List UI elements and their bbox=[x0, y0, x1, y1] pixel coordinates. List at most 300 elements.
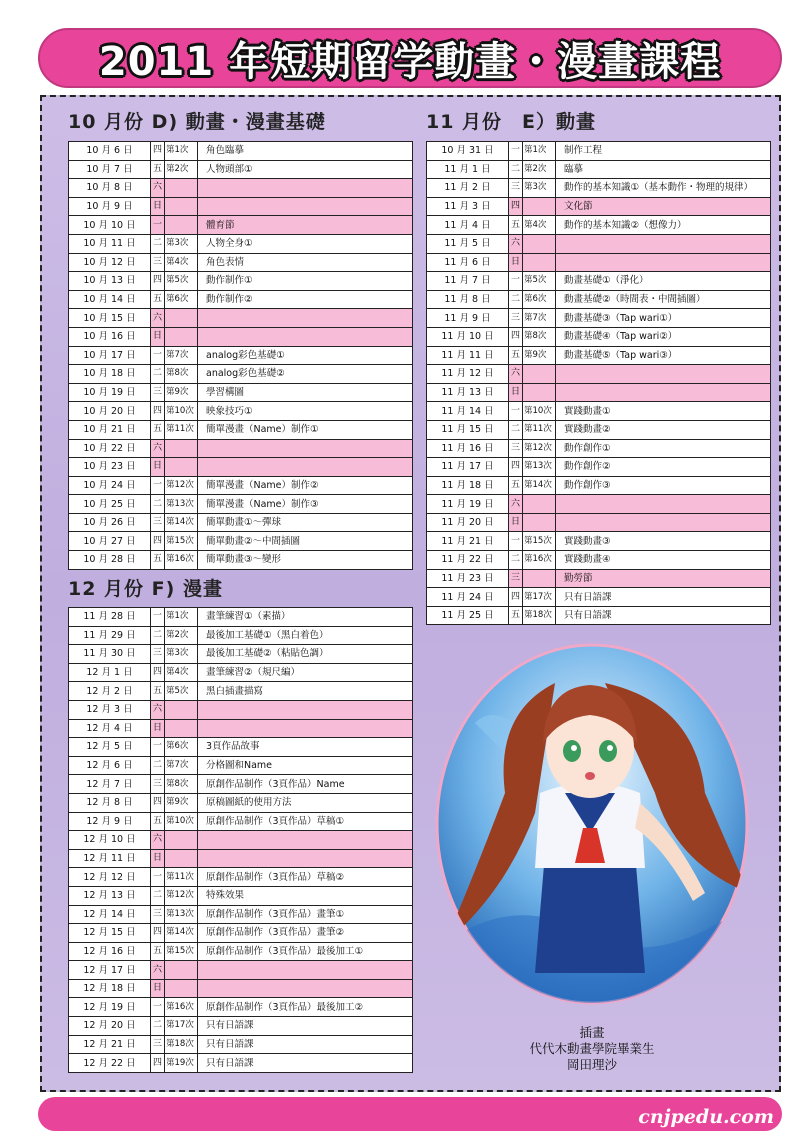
lesson-number-cell: 第7次 bbox=[523, 309, 556, 328]
weekday-cell: 五 bbox=[509, 346, 523, 365]
activity-cell: analog彩色基礎② bbox=[198, 365, 413, 384]
date-cell: 11 月 16 日 bbox=[427, 439, 509, 458]
lesson-number-cell: 第9次 bbox=[165, 383, 198, 402]
activity-cell: 體育節 bbox=[198, 216, 413, 235]
weekday-cell: 三 bbox=[151, 513, 165, 532]
weekday-cell: 五 bbox=[509, 606, 523, 625]
date-cell: 11 月 7 日 bbox=[427, 272, 509, 291]
lesson-number-cell: 第4次 bbox=[165, 253, 198, 272]
activity-cell: 動作創作③ bbox=[556, 476, 771, 495]
lesson-number-cell bbox=[165, 309, 198, 328]
activity-cell: 原創作品制作（3頁作品）最後加工② bbox=[198, 998, 413, 1017]
lesson-number-cell: 第13次 bbox=[165, 495, 198, 514]
schedule-row bbox=[69, 979, 413, 998]
weekday-cell: 二 bbox=[509, 551, 523, 570]
schedule-row bbox=[427, 569, 771, 588]
date-cell: 11 月 25 日 bbox=[427, 606, 509, 625]
weekday-cell: 一 bbox=[509, 402, 523, 421]
activity-cell: 實踐動畫④ bbox=[556, 551, 771, 570]
activity-cell bbox=[198, 439, 413, 458]
watermark: cnjpedu.com bbox=[638, 1106, 774, 1128]
lesson-number-cell: 第6次 bbox=[523, 290, 556, 309]
weekday-cell: 二 bbox=[509, 290, 523, 309]
weekday-cell: 五 bbox=[151, 812, 165, 831]
date-cell: 12 月 11 日 bbox=[69, 849, 151, 868]
date-cell: 12 月 10 日 bbox=[69, 831, 151, 850]
lesson-number-cell: 第7次 bbox=[165, 346, 198, 365]
activity-cell bbox=[198, 961, 413, 980]
date-cell: 10 月 12 日 bbox=[69, 253, 151, 272]
lesson-number-cell: 第6次 bbox=[165, 738, 198, 757]
schedule-row bbox=[427, 179, 771, 198]
schedule-row bbox=[69, 700, 413, 719]
lesson-number-cell bbox=[165, 179, 198, 198]
weekday-cell: 二 bbox=[151, 495, 165, 514]
weekday-cell: 三 bbox=[509, 309, 523, 328]
activity-cell: 簡單動畫③～變形 bbox=[198, 551, 413, 570]
activity-cell: 實踐動畫① bbox=[556, 402, 771, 421]
date-cell: 12 月 4 日 bbox=[69, 719, 151, 738]
schedule-row bbox=[427, 532, 771, 551]
activity-cell: 人物全身① bbox=[198, 234, 413, 253]
schedule-row bbox=[69, 197, 413, 216]
date-cell: 11 月 19 日 bbox=[427, 495, 509, 514]
lesson-number-cell: 第13次 bbox=[165, 905, 198, 924]
date-cell: 10 月 21 日 bbox=[69, 420, 151, 439]
date-cell: 11 月 9 日 bbox=[427, 309, 509, 328]
lesson-number-cell bbox=[165, 439, 198, 458]
weekday-cell: 四 bbox=[151, 924, 165, 943]
activity-cell: 最後加工基礎②（粘貼色調） bbox=[198, 645, 413, 664]
left-eye bbox=[563, 740, 581, 762]
lesson-number-cell: 第5次 bbox=[523, 272, 556, 291]
illustration-credit bbox=[482, 1025, 702, 1073]
activity-cell: 學習構圖 bbox=[198, 383, 413, 402]
activity-cell: 動畫基礎⑤（Tap wari③） bbox=[556, 346, 771, 365]
activity-cell: 原創作品制作（3頁作品）草稿① bbox=[198, 812, 413, 831]
date-cell: 10 月 17 日 bbox=[69, 346, 151, 365]
weekday-cell: 二 bbox=[151, 234, 165, 253]
schedule-row bbox=[427, 142, 771, 161]
weekday-cell: 一 bbox=[151, 216, 165, 235]
schedule-row bbox=[69, 1035, 413, 1054]
weekday-cell: 四 bbox=[509, 197, 523, 216]
schedule-row bbox=[69, 420, 413, 439]
weekday-cell: 二 bbox=[509, 420, 523, 439]
lesson-number-cell: 第4次 bbox=[523, 216, 556, 235]
october-schedule-table bbox=[68, 141, 413, 570]
activity-cell: 動作制作② bbox=[198, 290, 413, 309]
activity-cell bbox=[198, 327, 413, 346]
date-cell: 12 月 6 日 bbox=[69, 756, 151, 775]
date-cell: 10 月 15 日 bbox=[69, 309, 151, 328]
date-cell: 11 月 10 日 bbox=[427, 327, 509, 346]
weekday-cell: 二 bbox=[151, 365, 165, 384]
weekday-cell: 六 bbox=[509, 495, 523, 514]
lesson-number-cell: 第3次 bbox=[165, 234, 198, 253]
schedule-row bbox=[69, 812, 413, 831]
december-heading: 12 月份 F) 漫畫 bbox=[68, 578, 223, 600]
date-cell: 11 月 17 日 bbox=[427, 458, 509, 477]
page-title: 2011 年短期留学動畫・漫畫課程 bbox=[98, 38, 722, 85]
date-cell: 12 月 9 日 bbox=[69, 812, 151, 831]
lesson-number-cell: 第10次 bbox=[165, 402, 198, 421]
activity-cell: 原創作品制作（3頁作品）畫筆② bbox=[198, 924, 413, 943]
schedule-row bbox=[69, 849, 413, 868]
activity-cell: 動畫基礎③（Tap wari①） bbox=[556, 309, 771, 328]
date-cell: 12 月 5 日 bbox=[69, 738, 151, 757]
title-banner bbox=[38, 28, 782, 88]
weekday-cell: 一 bbox=[509, 142, 523, 161]
lesson-number-cell: 第12次 bbox=[165, 886, 198, 905]
schedule-row bbox=[69, 682, 413, 701]
lesson-number-cell: 第16次 bbox=[165, 998, 198, 1017]
lesson-number-cell bbox=[523, 253, 556, 272]
lesson-number-cell: 第1次 bbox=[523, 142, 556, 161]
schedule-row bbox=[69, 383, 413, 402]
weekday-cell: 一 bbox=[509, 532, 523, 551]
lesson-number-cell: 第8次 bbox=[523, 327, 556, 346]
schedule-row bbox=[427, 495, 771, 514]
weekday-cell: 二 bbox=[151, 886, 165, 905]
schedule-row bbox=[427, 513, 771, 532]
date-cell: 10 月 7 日 bbox=[69, 160, 151, 179]
weekday-cell: 日 bbox=[151, 327, 165, 346]
lesson-number-cell: 第10次 bbox=[165, 812, 198, 831]
date-cell: 11 月 1 日 bbox=[427, 160, 509, 179]
weekday-cell: 三 bbox=[151, 383, 165, 402]
date-cell: 10 月 16 日 bbox=[69, 327, 151, 346]
weekday-cell: 六 bbox=[509, 365, 523, 384]
date-cell: 12 月 22 日 bbox=[69, 1054, 151, 1073]
lesson-number-cell: 第15次 bbox=[165, 942, 198, 961]
anime-girl-illustration bbox=[435, 643, 749, 1005]
weekday-cell: 四 bbox=[509, 588, 523, 607]
activity-cell: 原創作品制作（3頁作品）畫筆① bbox=[198, 905, 413, 924]
lesson-number-cell bbox=[165, 327, 198, 346]
activity-cell: 特殊效果 bbox=[198, 886, 413, 905]
lesson-number-cell bbox=[165, 849, 198, 868]
schedule-row bbox=[69, 346, 413, 365]
activity-cell: analog彩色基礎① bbox=[198, 346, 413, 365]
weekday-cell: 六 bbox=[151, 961, 165, 980]
weekday-cell: 五 bbox=[151, 551, 165, 570]
schedule-row bbox=[69, 793, 413, 812]
weekday-cell: 五 bbox=[151, 682, 165, 701]
activity-cell bbox=[198, 197, 413, 216]
date-cell: 12 月 2 日 bbox=[69, 682, 151, 701]
date-cell: 11 月 11 日 bbox=[427, 346, 509, 365]
activity-cell bbox=[198, 979, 413, 998]
date-cell: 12 月 7 日 bbox=[69, 775, 151, 794]
lesson-number-cell: 第14次 bbox=[523, 476, 556, 495]
lesson-number-cell: 第11次 bbox=[165, 868, 198, 887]
schedule-row bbox=[69, 831, 413, 850]
weekday-cell: 三 bbox=[509, 569, 523, 588]
activity-cell bbox=[556, 365, 771, 384]
activity-cell: 畫筆練習②（規尺編） bbox=[198, 663, 413, 682]
schedule-row bbox=[427, 346, 771, 365]
date-cell: 10 月 6 日 bbox=[69, 142, 151, 161]
weekday-cell: 日 bbox=[151, 458, 165, 477]
lesson-number-cell: 第10次 bbox=[523, 402, 556, 421]
date-cell: 10 月 25 日 bbox=[69, 495, 151, 514]
weekday-cell: 一 bbox=[151, 476, 165, 495]
lesson-number-cell: 第17次 bbox=[523, 588, 556, 607]
date-cell: 11 月 5 日 bbox=[427, 234, 509, 253]
activity-cell: 臨摹 bbox=[556, 160, 771, 179]
schedule-row bbox=[427, 160, 771, 179]
schedule-row bbox=[427, 327, 771, 346]
activity-cell bbox=[198, 700, 413, 719]
lesson-number-cell: 第3次 bbox=[523, 179, 556, 198]
weekday-cell: 日 bbox=[151, 719, 165, 738]
weekday-cell: 五 bbox=[509, 216, 523, 235]
lesson-number-cell: 第11次 bbox=[165, 420, 198, 439]
weekday-cell: 四 bbox=[151, 793, 165, 812]
schedule-row bbox=[69, 886, 413, 905]
activity-cell: 簡單漫畫（Name）制作① bbox=[198, 420, 413, 439]
date-cell: 11 月 23 日 bbox=[427, 569, 509, 588]
schedule-row bbox=[427, 234, 771, 253]
date-cell: 11 月 18 日 bbox=[427, 476, 509, 495]
lesson-number-cell bbox=[165, 719, 198, 738]
date-cell: 10 月 23 日 bbox=[69, 458, 151, 477]
weekday-cell: 日 bbox=[509, 253, 523, 272]
weekday-cell: 二 bbox=[509, 160, 523, 179]
activity-cell: 映象技巧① bbox=[198, 402, 413, 421]
schedule-row bbox=[69, 645, 413, 664]
date-cell: 10 月 27 日 bbox=[69, 532, 151, 551]
activity-cell: 畫筆練習①（素描） bbox=[198, 608, 413, 627]
date-cell: 11 月 24 日 bbox=[427, 588, 509, 607]
date-cell: 10 月 11 日 bbox=[69, 234, 151, 253]
lesson-number-cell bbox=[165, 458, 198, 477]
activity-cell bbox=[556, 383, 771, 402]
date-cell: 10 月 20 日 bbox=[69, 402, 151, 421]
activity-cell: 動畫基礎②（時間表・中間插圖） bbox=[556, 290, 771, 309]
weekday-cell: 六 bbox=[151, 439, 165, 458]
schedule-row bbox=[69, 495, 413, 514]
lesson-number-cell bbox=[165, 979, 198, 998]
weekday-cell: 四 bbox=[509, 327, 523, 346]
date-cell: 10 月 13 日 bbox=[69, 272, 151, 291]
activity-cell: 黑白插畫描寫 bbox=[198, 682, 413, 701]
lesson-number-cell: 第5次 bbox=[165, 682, 198, 701]
lesson-number-cell: 第15次 bbox=[165, 532, 198, 551]
lesson-number-cell: 第4次 bbox=[165, 663, 198, 682]
lesson-number-cell: 第2次 bbox=[165, 160, 198, 179]
lesson-number-cell: 第8次 bbox=[165, 365, 198, 384]
date-cell: 12 月 3 日 bbox=[69, 700, 151, 719]
lesson-number-cell: 第9次 bbox=[165, 793, 198, 812]
schedule-row bbox=[427, 290, 771, 309]
date-cell: 12 月 18 日 bbox=[69, 979, 151, 998]
activity-cell bbox=[198, 458, 413, 477]
activity-cell: 動作創作② bbox=[556, 458, 771, 477]
right-eye bbox=[599, 740, 617, 762]
schedule-row bbox=[69, 234, 413, 253]
activity-cell: 分格圖和Name bbox=[198, 756, 413, 775]
lesson-number-cell bbox=[523, 365, 556, 384]
weekday-cell: 二 bbox=[151, 756, 165, 775]
schedule-row bbox=[427, 253, 771, 272]
schedule-row bbox=[69, 738, 413, 757]
lesson-number-cell: 第1次 bbox=[165, 608, 198, 627]
schedule-row bbox=[427, 402, 771, 421]
schedule-row bbox=[69, 756, 413, 775]
activity-cell: 簡單漫畫（Name）制作③ bbox=[198, 495, 413, 514]
schedule-row bbox=[69, 216, 413, 235]
weekday-cell: 三 bbox=[151, 1035, 165, 1054]
weekday-cell: 日 bbox=[509, 513, 523, 532]
schedule-row bbox=[69, 513, 413, 532]
schedule-row bbox=[427, 272, 771, 291]
date-cell: 11 月 29 日 bbox=[69, 626, 151, 645]
date-cell: 11 月 14 日 bbox=[427, 402, 509, 421]
lesson-number-cell bbox=[523, 569, 556, 588]
weekday-cell: 五 bbox=[151, 160, 165, 179]
credit-artist: 岡田理沙 bbox=[566, 1057, 617, 1072]
activity-cell bbox=[198, 831, 413, 850]
lesson-number-cell bbox=[165, 197, 198, 216]
weekday-cell: 六 bbox=[509, 234, 523, 253]
lesson-number-cell: 第18次 bbox=[165, 1035, 198, 1054]
weekday-cell: 六 bbox=[151, 179, 165, 198]
activity-cell: 動作制作① bbox=[198, 272, 413, 291]
schedule-row bbox=[69, 458, 413, 477]
activity-cell: 人物頭部① bbox=[198, 160, 413, 179]
schedule-row bbox=[69, 327, 413, 346]
schedule-row bbox=[427, 458, 771, 477]
date-cell: 10 月 19 日 bbox=[69, 383, 151, 402]
weekday-cell: 三 bbox=[151, 905, 165, 924]
schedule-row bbox=[69, 253, 413, 272]
lesson-number-cell: 第15次 bbox=[523, 532, 556, 551]
schedule-row bbox=[427, 551, 771, 570]
date-cell: 12 月 19 日 bbox=[69, 998, 151, 1017]
schedule-row bbox=[69, 309, 413, 328]
schedule-row bbox=[427, 309, 771, 328]
date-cell: 12 月 12 日 bbox=[69, 868, 151, 887]
weekday-cell: 三 bbox=[509, 179, 523, 198]
schedule-row bbox=[69, 142, 413, 161]
lesson-number-cell: 第11次 bbox=[523, 420, 556, 439]
schedule-row bbox=[69, 439, 413, 458]
schedule-row bbox=[69, 626, 413, 645]
weekday-cell: 四 bbox=[151, 142, 165, 161]
lesson-number-cell: 第18次 bbox=[523, 606, 556, 625]
weekday-cell: 五 bbox=[151, 290, 165, 309]
lesson-number-cell: 第6次 bbox=[165, 290, 198, 309]
october-heading: 10 月份 D) 動畫・漫畫基礎 bbox=[68, 111, 326, 133]
weekday-cell: 四 bbox=[151, 402, 165, 421]
lesson-number-cell: 第17次 bbox=[165, 1017, 198, 1036]
date-cell: 12 月 21 日 bbox=[69, 1035, 151, 1054]
activity-cell: 簡單動畫②～中間插圖 bbox=[198, 532, 413, 551]
lesson-number-cell: 第2次 bbox=[523, 160, 556, 179]
schedule-row bbox=[69, 775, 413, 794]
activity-cell: 只有日語課 bbox=[198, 1017, 413, 1036]
date-cell: 10 月 31 日 bbox=[427, 142, 509, 161]
date-cell: 10 月 9 日 bbox=[69, 197, 151, 216]
weekday-cell: 三 bbox=[151, 775, 165, 794]
lesson-number-cell: 第12次 bbox=[165, 476, 198, 495]
lesson-number-cell: 第19次 bbox=[165, 1054, 198, 1073]
activity-cell bbox=[198, 309, 413, 328]
schedule-row bbox=[69, 868, 413, 887]
activity-cell bbox=[198, 849, 413, 868]
activity-cell bbox=[556, 513, 771, 532]
weekday-cell: 六 bbox=[151, 700, 165, 719]
weekday-cell: 一 bbox=[509, 272, 523, 291]
weekday-cell: 四 bbox=[151, 532, 165, 551]
weekday-cell: 一 bbox=[151, 608, 165, 627]
activity-cell: 動畫基礎④（Tap wari②） bbox=[556, 327, 771, 346]
date-cell: 12 月 8 日 bbox=[69, 793, 151, 812]
lesson-number-cell bbox=[165, 700, 198, 719]
activity-cell: 實踐動畫③ bbox=[556, 532, 771, 551]
date-cell: 10 月 28 日 bbox=[69, 551, 151, 570]
date-cell: 10 月 14 日 bbox=[69, 290, 151, 309]
lesson-number-cell: 第16次 bbox=[165, 551, 198, 570]
lesson-number-cell: 第14次 bbox=[165, 513, 198, 532]
schedule-row bbox=[69, 942, 413, 961]
weekday-cell: 二 bbox=[151, 626, 165, 645]
november-schedule-table bbox=[426, 141, 771, 625]
weekday-cell: 三 bbox=[509, 439, 523, 458]
date-cell: 11 月 28 日 bbox=[69, 608, 151, 627]
schedule-row bbox=[69, 365, 413, 384]
schedule-row bbox=[69, 160, 413, 179]
date-cell: 12 月 16 日 bbox=[69, 942, 151, 961]
date-cell: 10 月 22 日 bbox=[69, 439, 151, 458]
activity-cell: 實踐動畫② bbox=[556, 420, 771, 439]
lesson-number-cell: 第1次 bbox=[165, 142, 198, 161]
activity-cell: 角色臨摹 bbox=[198, 142, 413, 161]
activity-cell bbox=[556, 495, 771, 514]
date-cell: 11 月 20 日 bbox=[427, 513, 509, 532]
schedule-row bbox=[427, 383, 771, 402]
schedule-row bbox=[427, 365, 771, 384]
schedule-row bbox=[69, 905, 413, 924]
date-cell: 10 月 10 日 bbox=[69, 216, 151, 235]
activity-cell: 動作的基本知識①（基本動作・物理的規律） bbox=[556, 179, 771, 198]
lesson-number-cell: 第13次 bbox=[523, 458, 556, 477]
lesson-number-cell: 第5次 bbox=[165, 272, 198, 291]
weekday-cell: 一 bbox=[151, 998, 165, 1017]
weekday-cell: 日 bbox=[151, 197, 165, 216]
date-cell: 11 月 12 日 bbox=[427, 365, 509, 384]
activity-cell: 只有日語課 bbox=[556, 606, 771, 625]
november-heading: 11 月份 E）動畫 bbox=[426, 111, 597, 133]
activity-cell: 只有日語課 bbox=[198, 1035, 413, 1054]
activity-cell bbox=[198, 179, 413, 198]
lesson-number-cell: 第3次 bbox=[165, 645, 198, 664]
skirt bbox=[535, 853, 645, 973]
december-schedule-table bbox=[68, 607, 413, 1073]
date-cell: 10 月 26 日 bbox=[69, 513, 151, 532]
lesson-number-cell: 第16次 bbox=[523, 551, 556, 570]
mouth bbox=[585, 772, 595, 780]
schedule-row bbox=[427, 420, 771, 439]
weekday-cell: 一 bbox=[151, 346, 165, 365]
weekday-cell: 四 bbox=[151, 663, 165, 682]
lesson-number-cell bbox=[165, 961, 198, 980]
weekday-cell: 四 bbox=[151, 272, 165, 291]
schedule-row bbox=[69, 924, 413, 943]
lesson-number-cell bbox=[523, 495, 556, 514]
